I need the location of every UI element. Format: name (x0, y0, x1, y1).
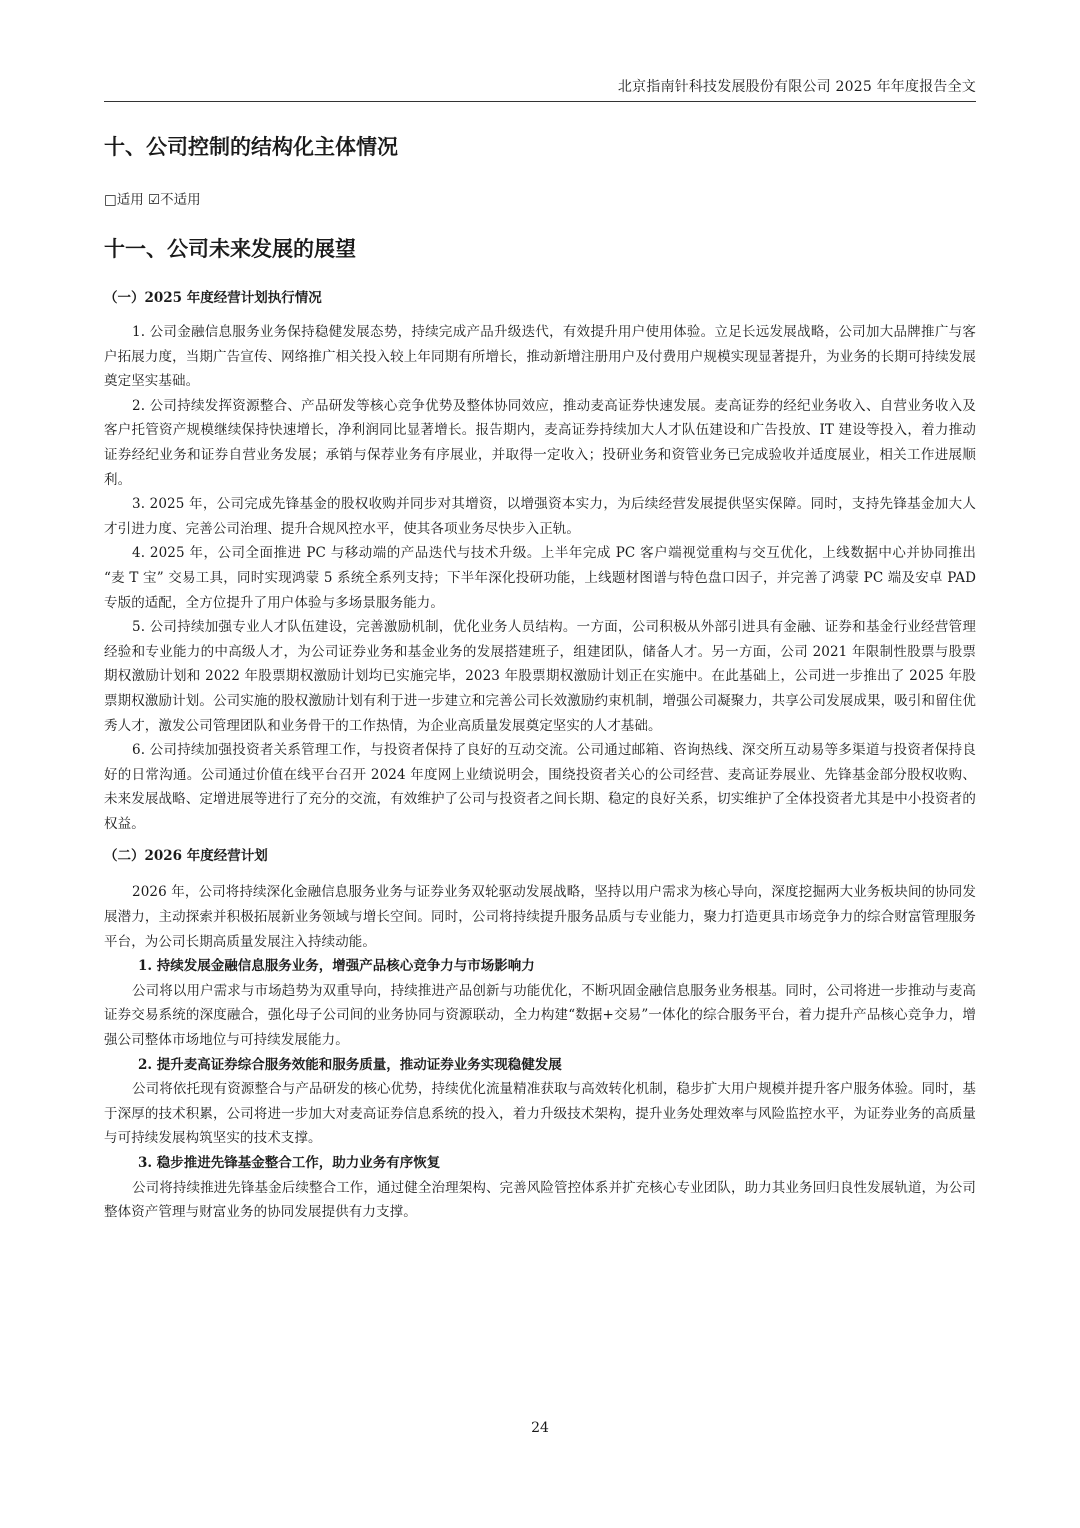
subsection-2-title: （二）2026 年度经营计划 (104, 848, 268, 865)
plan-item-1-heading: 1. 持续发展金融信息服务业务，增强产品核心竞争力与市场影响力 (138, 958, 535, 975)
page-body (104, 128, 976, 1225)
execution-paragraph-4: 4. 2025 年，公司全面推进 PC 与移动端的产品迭代与技术升级。上半年完成 PC 客户端视觉重构与交互优化，上线数据中心并协同推出 “麦 T 宝” 交易工具，同时实现鸿蒙 5 系统全系列支持；下半年深化投研功能，上线题材图谱与特色盘口因子，并完善了鸿蒙 PC 端及安卓 PAD 专版的适配，全方位提升了用户体验与多场景服务能力。 (104, 545, 976, 611)
applicability-checkbox-text: □适用 ☑不适用 (104, 192, 201, 208)
subsection-1-title: （一）2025 年度经营计划执行情况 (104, 290, 322, 306)
plan-item-2-text: 公司将依托现有资源整合与产品研发的核心优势，持续优化流量精准获取与高效转化机制，稳步扩大用户规模并提升客户服务体验。同时，基于深厚的技术积累，公司将进一步加大对麦高证券信息系统的投入，着力升级技术架构，提升业务处理效率与风险监控水平，为证券业务的高质量与可持续发展构筑坚实的技术支撑。 (104, 1081, 976, 1147)
execution-paragraph-6: 6. 公司持续加强投资者关系管理工作，与投资者保持了良好的互动交流。公司通过邮箱、咨询热线、深交所互动易等多渠道与投资者保持良好的日常沟通。公司通过价值在线平台召开 2024 年度网上业绩说明会，围绕投资者关心的公司经营、麦高证券展业、先锋基金部分股权收购、未来发展战略、定增进展等进行了充分的交流，有效维护了公司与投资者之间长期、稳定的良好关系，切实维护了全体投资者尤其是中小投资者的权益。 (104, 742, 976, 832)
plan-item-2-heading: 2. 提升麦高证券综合服务效能和服务质量，推动证券业务实现稳健发展 (138, 1056, 562, 1073)
page-number: 24 (531, 1420, 549, 1436)
plan-item-3-text: 公司将持续推进先锋基金后续整合工作，通过健全治理架构、完善风险管控体系并扩充核心专业团队，助力其业务回归良性发展轨道，为公司整体资产管理与财富业务的协同发展提供有力支撑。 (104, 1179, 976, 1221)
section-10-title: 十、公司控制的结构化主体情况 (104, 135, 398, 159)
execution-paragraph-3: 3. 2025 年，公司完成先锋基金的股权收购并同步对其增资，以增强资本实力，为后续经营发展提供坚实保障。同时，支持先锋基金加大人才引进力度、完善公司治理、提升合规风控水平，使其各项业务尽快步入正轨。 (104, 496, 976, 537)
running-header: 北京指南针科技发展股份有限公司 2025 年年度报告全文 (617, 79, 976, 95)
execution-paragraph-5: 5. 公司持续加强专业人才队伍建设，完善激励机制，优化业务人员结构。一方面，公司积极从外部引进具有金融、证券和基金行业经营管理经验和专业能力的中高级人才，为公司证券业务和基金业务的发展搭建班子，组建团队，储备人才。另一方面，公司 2021 年限制性股票与股票期权激励计划和 2022 年股票期权激励计划均已实施完毕，2023 年股票期权激励计划正在实施中。在此基础上，公司进一步推出了 2025 年股票期权激励计划。公司实施的股权激励计划有利于进一步建立和完善公司长效激励约束机制，增强公司凝聚力，共享公司发展成果，吸引和留住优秀人才，激发公司管理团队和业务骨干的工作热情，为企业高质量发展奠定坚实的人才基础。 (104, 619, 976, 734)
plan-item-1-text: 公司将以用户需求与市场趋势为双重导向，持续推进产品创新与功能优化，不断巩固金融信息服务业务根基。同时，公司将进一步推动与麦高证券交易系统的深度融合，强化母子公司间的业务协同与资源联动，全力构建“数据+交易”一体化的综合服务平台，着力提升产品核心竞争力，增强公司整体市场地位与可持续发展能力。 (104, 982, 976, 1049)
execution-paragraph-2: 2. 公司持续发挥资源整合、产品研发等核心竞争优势及整体协同效应，推动麦高证券快速发展。麦高证券的经纪业务收入、自营业务收入及客户托管资产规模继续保持快速增长，净利润同比显著增长。报告期内，麦高证券持续加大人才队伍建设和广告投放、IT 建设等投入，着力推动证券经纪业务和证券自营业务发展；承销与保荐业务有序展业，并取得一定收入；投研业务和资管业务已完成验收并适度展业，相关工作进展顺利。 (104, 397, 976, 488)
plan-intro-paragraph: 2026 年，公司将持续深化金融信息服务业务与证券业务双轮驱动发展战略，坚持以用户需求为核心导向，深度挖掘两大业务板块间的协同发展潜力，主动探索并积极拓展新业务领域与增长空间。同时，公司将持续提升服务品质与专业能力，聚力打造更具市场竞争力的综合财富管理服务平台，为公司长期高质量发展注入持续动能。 (104, 884, 976, 950)
section-11-title: 十一、公司未来发展的展望 (104, 237, 356, 261)
header-divider (104, 101, 976, 102)
plan-item-3-heading: 3. 稳步推进先锋基金整合工作，助力业务有序恢复 (138, 1155, 441, 1171)
execution-paragraph-1: 1. 公司金融信息服务业务保持稳健发展态势，持续完成产品升级迭代，有效提升用户使用体验。立足长远发展战略，公司加大品牌推广与客户拓展力度，当期广告宣传、网络推广相关投入较上年同期有所增长，推动新增注册用户及付费用户规模实现显著提升，为业务的长期可持续发展奠定坚实基础。 (104, 324, 976, 390)
